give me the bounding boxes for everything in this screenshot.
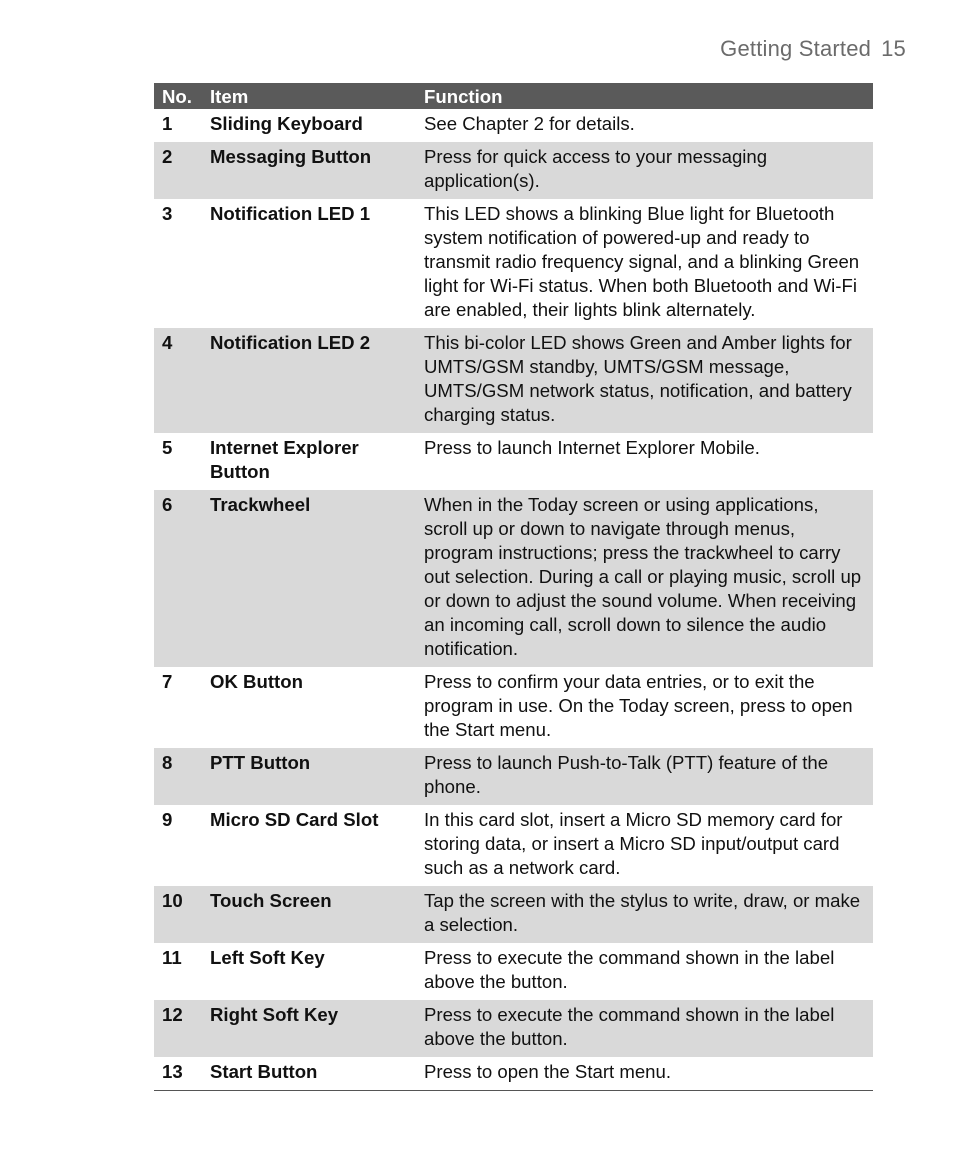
page-number: 15	[881, 36, 906, 61]
row-item: Messaging Button	[202, 142, 413, 199]
column-header-function: Function	[413, 83, 873, 109]
table-header-row	[154, 83, 873, 109]
table-row	[154, 886, 873, 943]
row-number: 9	[162, 809, 173, 830]
row-function: In this card slot, insert a Micro SD memory card for storing data, or insert a Micro SD input/output card such as a network card.	[424, 809, 843, 878]
row-number: 11	[162, 947, 182, 968]
column-header-no: No.	[154, 83, 202, 109]
column-header-item: Item	[202, 83, 413, 109]
table-row	[154, 328, 873, 433]
row-function: This LED shows a blinking Blue light for Bluetooth system notification of powered-up and ready to transmit radio frequency signal, and a blinking Green light for Wi-Fi status. When both Bluetooth and Wi-Fi are enabled, their lights blink alternately.	[424, 203, 860, 320]
row-number: 12	[154, 1000, 202, 1057]
table-row	[154, 748, 873, 805]
row-function: Tap the screen with the stylus to write, draw, or make a selection.	[413, 886, 873, 943]
row-number: 3	[162, 203, 173, 224]
row-item: OK Button	[210, 671, 303, 692]
row-item: Right Soft Key	[202, 1000, 413, 1057]
table-row	[154, 142, 873, 199]
row-item: Sliding Keyboard	[210, 113, 363, 134]
row-number: 7	[162, 671, 173, 692]
row-function: This bi-color LED shows Green and Amber lights for UMTS/GSM standby, UMTS/GSM message, UMTS/GSM network status, notification, and battery charging status.	[413, 328, 873, 433]
row-function: See Chapter 2 for details.	[424, 113, 635, 134]
row-item: Internet Explorer Button	[210, 437, 359, 482]
row-item: PTT Button	[202, 748, 413, 805]
row-number: 10	[154, 886, 202, 943]
row-item: Left Soft Key	[210, 947, 325, 968]
row-item: Notification LED 2	[202, 328, 413, 433]
row-function: When in the Today screen or using applications, scroll up or down to navigate through menus, program instructions; press the trackwheel to carry out selection. During a call or playing music, scroll up or down to adjust the sound volume. When receiving an incoming call, scroll down to silence the audio notification.	[413, 490, 873, 667]
table-row	[154, 490, 873, 667]
row-number: 8	[154, 748, 202, 805]
row-item: Trackwheel	[202, 490, 413, 667]
section-title: Getting Started	[720, 36, 872, 61]
row-function: Press to confirm your data entries, or to exit the program in use. On the Today screen, press to open the Start menu.	[424, 671, 853, 740]
row-number: 2	[154, 142, 202, 199]
table-row	[154, 199, 873, 328]
table-row	[154, 805, 873, 886]
row-item: Touch Screen	[202, 886, 413, 943]
row-item: Start Button	[210, 1061, 318, 1082]
row-number: 6	[154, 490, 202, 667]
page-header	[720, 36, 906, 62]
table-row	[154, 1057, 873, 1091]
component-table	[154, 83, 873, 1091]
table-row	[154, 943, 873, 1000]
row-item: Micro SD Card Slot	[210, 809, 379, 830]
row-function: Press to open the Start menu.	[424, 1061, 672, 1082]
table-row	[154, 667, 873, 748]
row-item: Notification LED 1	[210, 203, 371, 224]
row-function: Press to launch Internet Explorer Mobile.	[424, 437, 760, 458]
row-number: 4	[154, 328, 202, 433]
table-row	[154, 433, 873, 490]
table-row	[154, 109, 873, 142]
row-function: Press to execute the command shown in the label above the button.	[424, 947, 835, 992]
row-function: Press to launch Push-to-Talk (PTT) feature of the phone.	[413, 748, 873, 805]
table-row	[154, 1000, 873, 1057]
row-number: 5	[162, 437, 173, 458]
row-number: 13	[162, 1061, 183, 1082]
row-function: Press to execute the command shown in the label above the button.	[413, 1000, 873, 1057]
row-function: Press for quick access to your messaging application(s).	[413, 142, 873, 199]
row-number: 1	[162, 113, 173, 134]
